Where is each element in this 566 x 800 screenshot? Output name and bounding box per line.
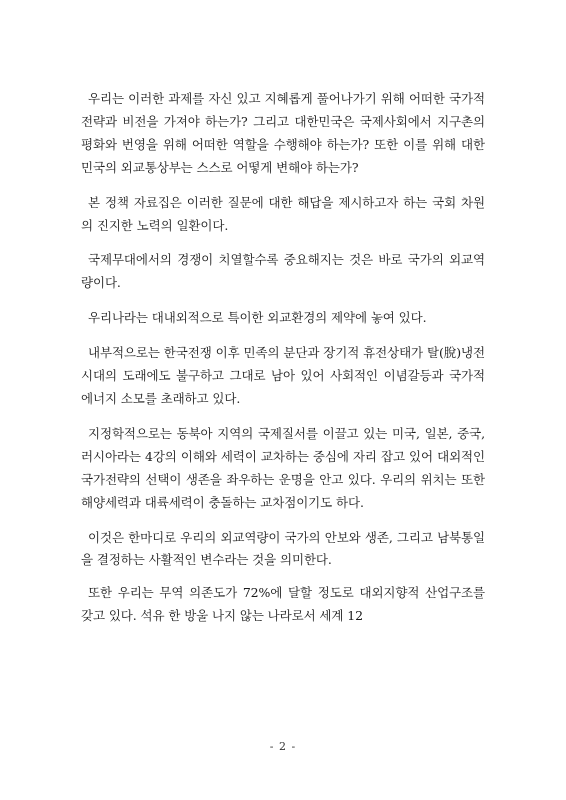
body-text xyxy=(81,88,485,628)
paragraph-7: 이것은 한마디로 우리의 외교역량이 국가의 안보와 생존, 그리고 남북통일을 결정하는 사활적인 변수라는 것을 의미한다. xyxy=(81,529,485,568)
paragraph-5: 내부적으로는 한국전쟁 이후 민족의 분단과 장기적 휴전상태가 탈(脫)냉전시대의 도래에도 불구하고 그대로 남아 있어 사회적인 이념갈등과 국가적 에너지 소모를 초래하고 있다. xyxy=(81,345,485,406)
paragraph-4: 우리나라는 대내외적으로 특이한 외교환경의 제약에 놓여 있다. xyxy=(88,310,427,326)
paragraph-2: 본 정책 자료집은 이러한 질문에 대한 해답을 제시하고자 하는 국회 차원의 진지한 노력의 일환이다. xyxy=(81,194,485,233)
paragraph-6: 지정학적으로는 동북아 지역의 국제질서를 이끌고 있는 미국, 일본, 중국, 러시아라는 4강의 이해와 세력이 교차하는 중심에 자리 잡고 있어 대외적인 국가전략의 선택이 생존을 좌우하는 운명을 안고 있다. 우리의 위치는 또한 해양세력과 대륙세력이 충돌하는 교차점이기도 하다. xyxy=(81,425,485,510)
paragraph-1: 우리는 이러한 과제를 자신 있고 지혜롭게 풀어나가기 위해 어떠한 국가적 전략과 비전을 가져야 하는가? 그리고 대한민국은 국제사회에서 지구촌의 평화와 번영을 위해 어떠한 역할을 수행해야 하는가? 또한 이를 위해 대한민국의 외교통상부는 스스로 어떻게 변해야 하는가? xyxy=(81,91,485,175)
paragraph-8: 또한 우리는 무역 의존도가 72%에 달할 정도로 대외지향적 산업구조를 갖고 있다. 석유 한 방울 나지 않는 나라로서 세계 12 xyxy=(81,585,485,624)
page-number: - 2 - xyxy=(269,740,297,753)
paragraph-3: 국제무대에서의 경쟁이 치열할수록 중요해지는 것은 바로 국가의 외교역량이다. xyxy=(81,252,485,291)
